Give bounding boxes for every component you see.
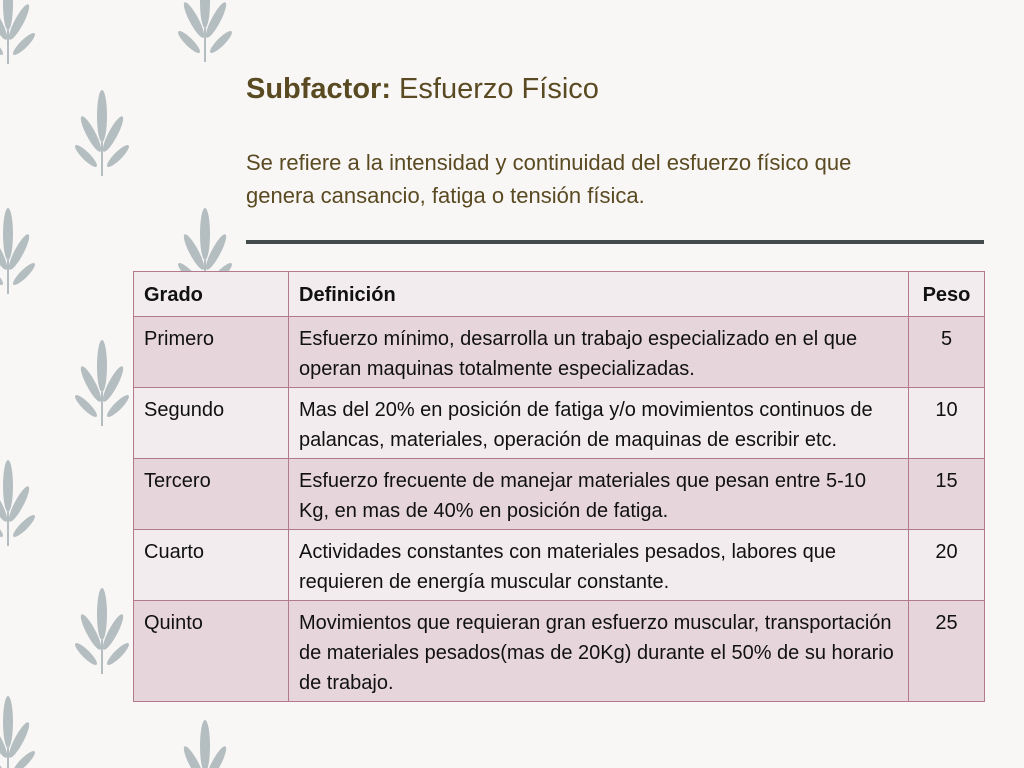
cell-grade: Segundo (134, 388, 289, 459)
cell-grade: Quinto (134, 601, 289, 702)
divider-rule (246, 240, 984, 244)
cell-weight: 5 (909, 317, 985, 388)
leaf-sprig-icon (176, 0, 235, 62)
cell-weight: 10 (909, 388, 985, 459)
table-row (134, 388, 985, 459)
leaf-sprig-icon (0, 0, 37, 64)
leaf-sprig-icon (0, 208, 37, 294)
table-header-row (134, 272, 985, 317)
leaf-sprig-icon (73, 588, 132, 674)
slide-title (246, 72, 599, 106)
leaf-sprig-icon (176, 720, 235, 768)
grades-table (133, 271, 985, 702)
description-line: Se refiere a la intensidad y continuidad del esfuerzo físico que (246, 150, 852, 175)
title-label: Subfactor: (246, 73, 391, 105)
table-row (134, 459, 985, 530)
description-line: genera cansancio, fatiga o tensión física. (246, 183, 645, 208)
leaf-sprig-icon (73, 340, 132, 426)
title-topic: Esfuerzo Físico (391, 73, 599, 105)
cell-definition: Mas del 20% en posición de fatiga y/o movimientos continuos de palancas, materiales, operación de maquinas de escribir etc. (289, 388, 909, 459)
slide-description (246, 146, 986, 212)
cell-definition: Esfuerzo frecuente de manejar materiales que pesan entre 5-10 Kg, en mas de 40% en posición de fatiga. (289, 459, 909, 530)
leaf-sprig-icon (73, 90, 132, 176)
cell-definition: Movimientos que requieran gran esfuerzo muscular, transportación de materiales pesados(mas de 20Kg) durante el 50% de su horario de trabajo. (289, 601, 909, 702)
header-grade: Grado (134, 272, 289, 317)
cell-grade: Primero (134, 317, 289, 388)
header-definition: Definición (289, 272, 909, 317)
cell-definition: Actividades constantes con materiales pesados, labores que requieren de energía muscular constante. (289, 530, 909, 601)
cell-weight: 25 (909, 601, 985, 702)
leaf-sprig-icon (0, 696, 37, 768)
table-row (134, 317, 985, 388)
table-row (134, 601, 985, 702)
table-row (134, 530, 985, 601)
header-weight: Peso (909, 272, 985, 317)
cell-definition: Esfuerzo mínimo, desarrolla un trabajo especializado en el que operan maquinas totalmente especializadas. (289, 317, 909, 388)
cell-grade: Tercero (134, 459, 289, 530)
cell-weight: 20 (909, 530, 985, 601)
cell-weight: 15 (909, 459, 985, 530)
leaf-sprig-icon (0, 460, 37, 546)
cell-grade: Cuarto (134, 530, 289, 601)
